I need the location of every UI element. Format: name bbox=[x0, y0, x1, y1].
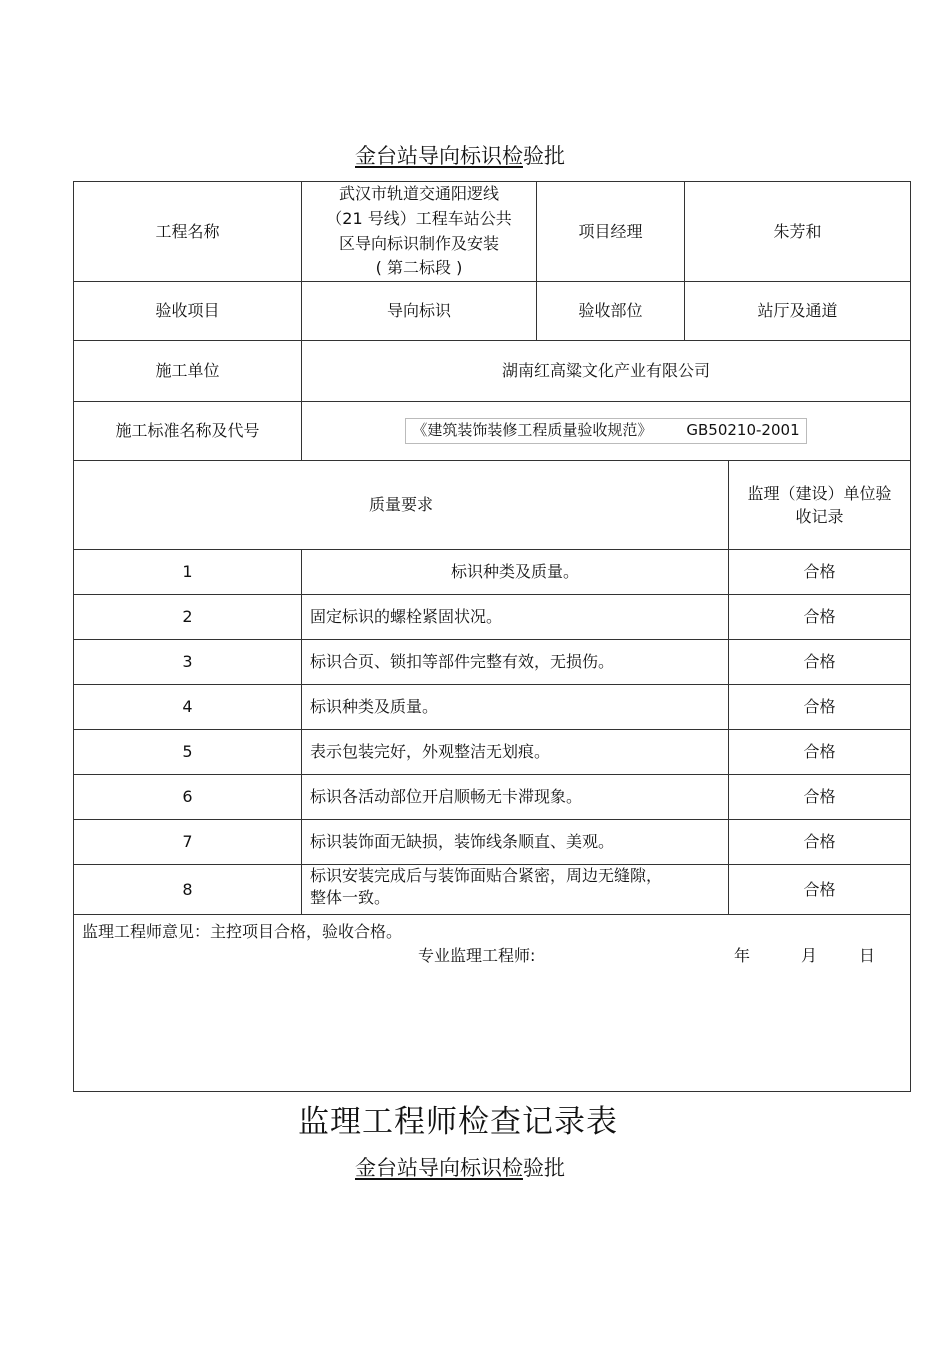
project-name-row bbox=[74, 182, 910, 282]
item-number: 7 bbox=[182, 832, 193, 852]
item-number: 6 bbox=[182, 787, 193, 807]
project-manager-label: 项目经理 bbox=[536, 182, 684, 281]
year-label: 年 bbox=[734, 946, 751, 965]
item-text: 固定标识的螺栓紧固状况。 bbox=[301, 595, 728, 639]
opinion-row bbox=[74, 915, 910, 1091]
construction-unit-label: 施工单位 bbox=[155, 361, 220, 381]
project-name-label: 工程名称 bbox=[155, 221, 220, 241]
construction-unit-row bbox=[74, 341, 910, 402]
signer-label: 专业监理工程师: bbox=[418, 946, 536, 965]
item-result: 合格 bbox=[728, 730, 910, 774]
title-rest-part: 验批 bbox=[523, 144, 565, 168]
inspection-table bbox=[73, 181, 911, 1092]
item-text: 标识安装完成后与装饰面贴合紧密，周边无缝隙， 整体一致。 bbox=[301, 865, 728, 914]
item-text: 表示包装完好，外观整洁无划痕。 bbox=[301, 730, 728, 774]
standard-label: 施工标准名称及代号 bbox=[115, 421, 260, 441]
item-number: 5 bbox=[182, 742, 193, 762]
quality-item-row bbox=[74, 685, 910, 730]
item-text: 标识种类及质量。 bbox=[301, 685, 728, 729]
item-result: 合格 bbox=[728, 775, 910, 819]
item-text: 标识各活动部位开启顺畅无卡滞现象。 bbox=[301, 775, 728, 819]
acceptance-part-label: 验收部位 bbox=[536, 282, 684, 340]
item-text: 标识装饰面无缺损，装饰线条顺直、美观。 bbox=[301, 820, 728, 864]
item-text: 标识种类及质量。 bbox=[301, 550, 728, 594]
quality-item-row bbox=[74, 640, 910, 685]
acceptance-record-header: 监理（建设）单位验 收记录 bbox=[728, 461, 910, 549]
construction-unit-value: 湖南红高粱文化产业有限公司 bbox=[301, 341, 910, 401]
acceptance-part-value: 站厅及通道 bbox=[684, 282, 910, 340]
item-number: 1 bbox=[182, 562, 193, 582]
standard-value bbox=[301, 402, 910, 460]
item-result: 合格 bbox=[728, 550, 910, 594]
quality-item-row bbox=[74, 595, 910, 640]
acceptance-item-label: 验收项目 bbox=[155, 301, 220, 321]
quality-item-row bbox=[74, 820, 910, 865]
quality-item-row bbox=[74, 865, 910, 915]
footer-subtitle bbox=[0, 1152, 920, 1182]
standard-row bbox=[74, 402, 910, 461]
standard-code: GB50210-2001 bbox=[686, 421, 800, 440]
project-name-value: 武汉市轨道交通阳逻线 （21 号线）工程车站公共 区导向标识制作及安装 ( 第二标段 ) bbox=[301, 182, 536, 281]
quality-item-row bbox=[74, 550, 910, 595]
footer-title-underlined-part: 金台站导向标识检 bbox=[355, 1156, 523, 1180]
document-title bbox=[0, 140, 920, 170]
item-number: 8 bbox=[182, 879, 193, 899]
day-label: 日 bbox=[859, 946, 876, 965]
title-underlined-part: 金台站导向标识检 bbox=[355, 144, 523, 168]
acceptance-item-value: 导向标识 bbox=[301, 282, 536, 340]
acceptance-item-row bbox=[74, 282, 910, 341]
standard-box bbox=[405, 418, 806, 444]
footer-title-rest-part: 验批 bbox=[523, 1156, 565, 1180]
item-result: 合格 bbox=[728, 865, 910, 914]
item-result: 合格 bbox=[728, 820, 910, 864]
quality-item-row bbox=[74, 730, 910, 775]
item-result: 合格 bbox=[728, 685, 910, 729]
item-text: 标识合页、锁扣等部件完整有效，无损伤。 bbox=[301, 640, 728, 684]
month-label: 月 bbox=[801, 946, 818, 965]
project-manager-value: 朱芳和 bbox=[684, 182, 910, 281]
quality-item-row bbox=[74, 775, 910, 820]
record-form-title: 监理工程师检查记录表 bbox=[298, 1104, 618, 1140]
standard-name: 《建筑装饰装修工程质量验收规范》 bbox=[412, 421, 653, 440]
item-number: 2 bbox=[182, 607, 193, 627]
quality-requirements-header: 质量要求 bbox=[368, 495, 433, 515]
item-number: 4 bbox=[182, 697, 193, 717]
engineer-opinion: 监理工程师意见：主控项目合格，验收合格。 bbox=[82, 922, 403, 941]
quality-header-row bbox=[74, 461, 910, 550]
item-result: 合格 bbox=[728, 595, 910, 639]
item-result: 合格 bbox=[728, 640, 910, 684]
item-number: 3 bbox=[182, 652, 193, 672]
